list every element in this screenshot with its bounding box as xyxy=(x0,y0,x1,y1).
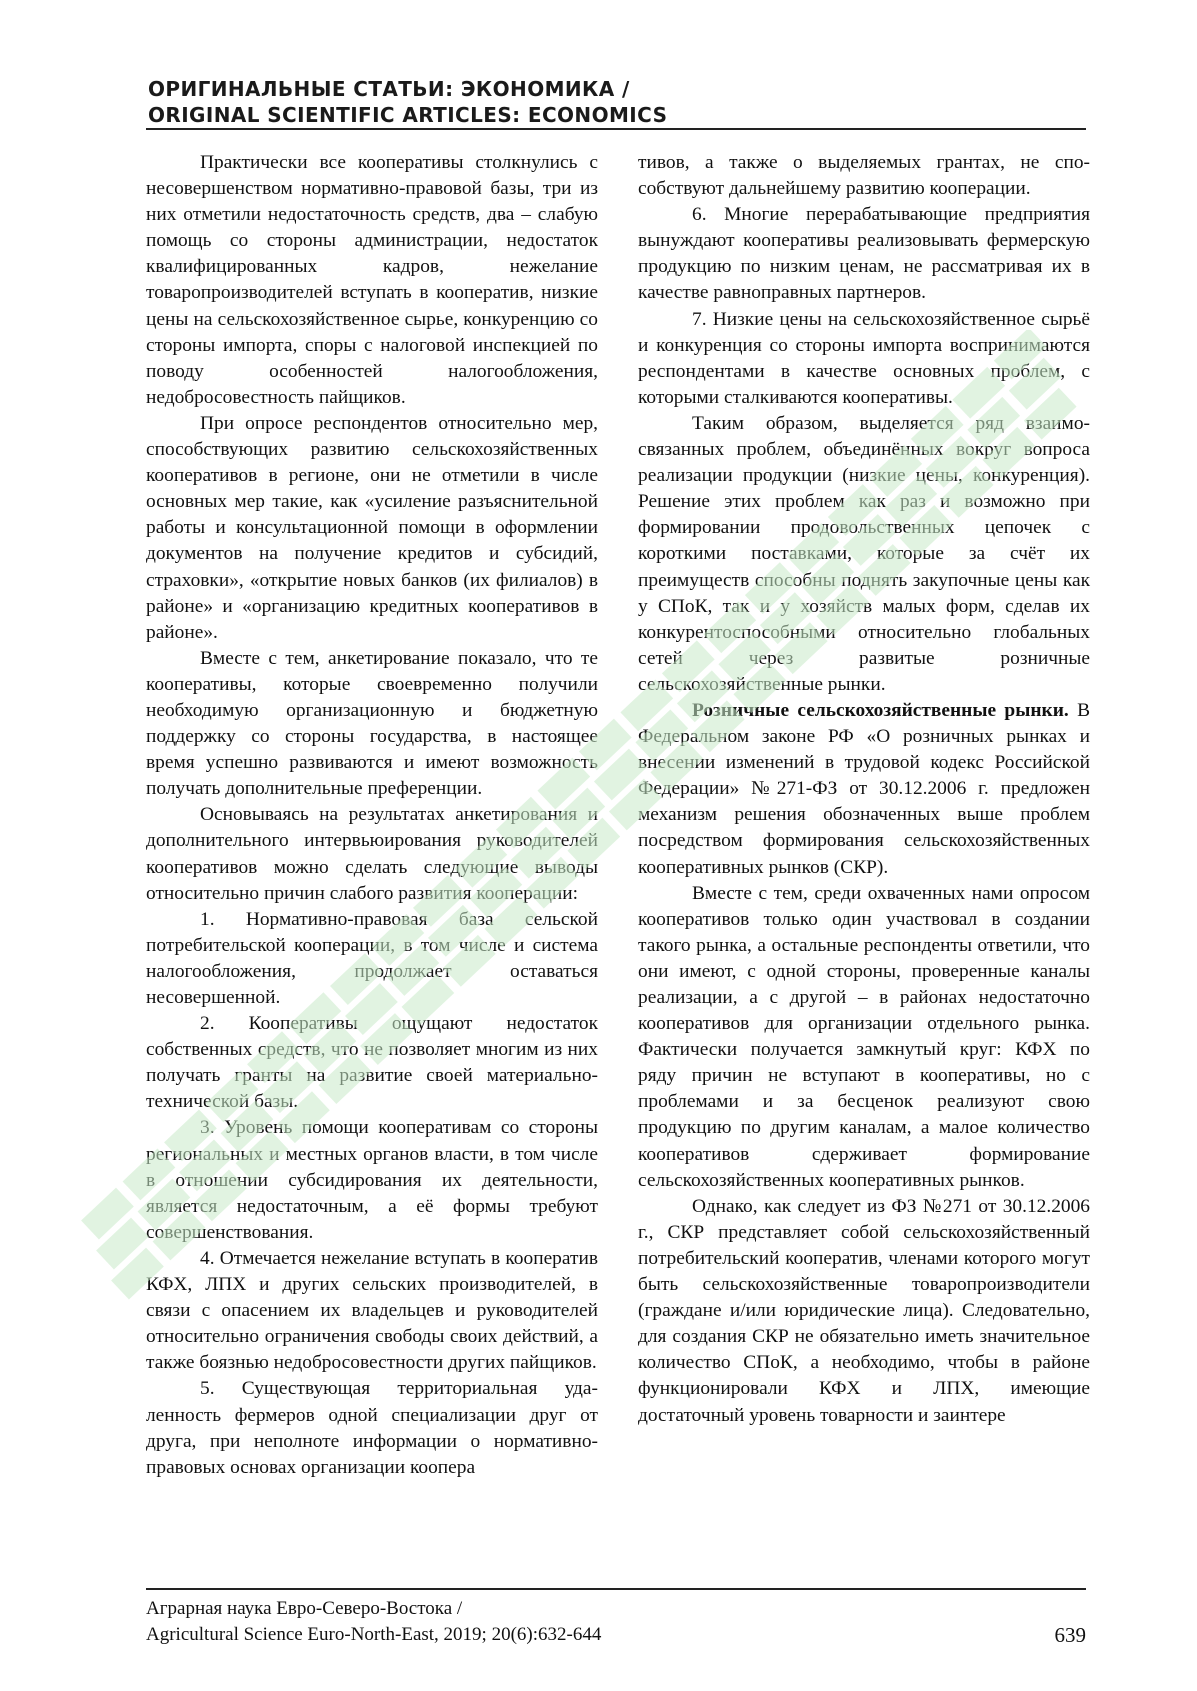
paragraph: Вместе с тем, анкетирование показало, что те кооперативы, которые своевременно получили необходимую организационную и бюджетную поддержку со стороны государства, в настоящее время успешно развиваются и имеют возможность получать дополнительные преференции. xyxy=(146,647,598,800)
journal-citation: Agricultural Science Euro-North-East, 2019; 20(6):632-644 xyxy=(146,1624,602,1645)
left-column xyxy=(146,150,598,1481)
section-title-ru: ОРИГИНАЛЬНЫЕ СТАТЬИ: ЭКОНОМИКА / xyxy=(148,77,630,101)
paragraph: Таким образом, выделяется ряд взаимосвязанных проблем, объединённых вокруг вопроса реализации продукции (низкие цены, конкуренция). Решение этих проблем как раз и возможно при формировании продовольственных цепочек с короткими поставками, которые за счёт их преимуществ способны поднять закупочные цены как у СПоК, так и у хозяйств малых форм, сделав их конкурентоспособными относительно глобальных сетей через развитые розничные сельскохозяйственные рынки. xyxy=(638,412,1090,695)
list-item-7: 7. Низкие цены на сельскохозяйственное сырьё и конкуренция со стороны импорта воспринимаются респондентами в качестве основных проблем, с которыми сталкиваются кооперативы. xyxy=(638,308,1090,408)
journal-section-title xyxy=(148,76,708,128)
paragraph: Основываясь на результатах анкетирования и дополнительного интервьюирования руководителей кооперативов можно сделать следующие выводы относительно причин слабого развития кооперации: xyxy=(146,804,598,904)
paragraph-text: В Федеральном законе РФ «О розничных рынках и внесении изменений в трудовой кодекс Российской Федерации» №271-ФЗ от 30.12.2006 г. предложен механизм решения обозначенных выше проблем посредством формирования сельскохозяйственных кооперативных рынков (СКР). xyxy=(638,699,1090,878)
section-heading: Розничные сельскохозяйственные рынки. xyxy=(692,699,1069,721)
paragraph: Вместе с тем, среди охваченных нами опросом кооперативов только один участвовал в создании такого рынка, а остальные респонденты ответили, что они имеют, с одной стороны, проверенные каналы реализации, а с другой – в районах недостаточно кооперативов для организации отдельного рынка. Фактически получается замкнутый круг: КФХ по ряду причин не вступают в кооперативы, но с проблемами и за бесценок реализуют свою продукцию по другим каналам, а малое количество кооперативов сдерживает формирование сельскохозяйственных кооперативных рынков. xyxy=(638,882,1090,1191)
list-item-6: 6. Многие перерабатывающие предприятия вынуждают кооперативы реализовывать фермерскую продукцию по низким ценам, не рассматривая их в качестве равноправных партнеров. xyxy=(638,204,1090,304)
list-item-1: 1. Нормативно-правовая база сельской потребительской кооперации, в том числе и система налогообложения, продолжает оставаться несовершенной. xyxy=(146,908,598,1008)
footer-rule xyxy=(146,1588,1086,1590)
page-footer xyxy=(146,1596,1086,1648)
paragraph-continuation: тивов, а также о выделяемых грантах, не способствуют дальнейшему развитию кооперации. xyxy=(638,152,1090,200)
list-item-5: 5. Существующая территориальная удаленность фермеров одной специализации друг от друга, при неполноте информации о нормативно-правовых основах организации коопера xyxy=(146,1378,598,1478)
paragraph: Однако, как следует из ФЗ №271 от 30.12.2006 г., СКР представляет собой сельскохозяйственный потребительский кооператив, членами которого могут быть сельскохозяйственные товаропроизводители (граждане и/или юридические лица). Следовательно, для создания СКР не обязательно иметь значительное количество СПоК, а необходимо, чтобы в районе функционировали КФХ и ЛПХ, имеющие достаточный уровень товарности и заинтере xyxy=(638,1195,1090,1426)
section-title-en: ORIGINAL SCIENTIFIC ARTICLES: ECONOMICS xyxy=(148,103,668,127)
paragraph: Практически все кооперативы столкнулись с несовершенством нормативно-правовой базы, три из них отметили недостаточность средств, два – слабую помощь со стороны администрации, недостаток квалифицированных кадров, нежелание товаропроизводителей вступать в кооператив, низкие цены на сельскохозяйственное сырье, конкуренцию со стороны импорта, споры с налоговой инспекцией по поводу особенностей налогообложения, недобросовестность пайщиков. xyxy=(146,152,598,408)
paragraph-retail-markets xyxy=(638,698,1090,881)
header-rule xyxy=(146,128,1086,130)
page-number: 639 xyxy=(1054,1623,1086,1647)
list-item-4: 4. Отмечается нежелание вступать в кооператив КФХ, ЛПХ и других сельских производителей, в связи с опасением их владельцев и руководителей относительно ограничения свободы своих действий, а также боязнью недобросовестности других пайщиков. xyxy=(146,1247,598,1374)
right-column xyxy=(638,150,1090,1429)
list-item-3: 3. Уровень помощи кооперативам со стороны региональных и местных органов власти, в том числе в отношении субсидирования их деятельности, является недостаточным, а её формы требуют совершенствования. xyxy=(146,1117,598,1243)
paragraph: При опросе респондентов относительно мер, способствующих развитию сельскохозяйственных кооперативов в регионе, они не отметили в числе основных мер такие, как «усиление разъяснительной работы и консультационной помощи в оформлении документов на получение кредитов и субсидий, страховки», «открытие новых банков (их филиалов) в районе» и «организацию кредитных кооперативов в районе». xyxy=(146,412,598,643)
journal-name-ru: Аграрная наука Евро-Северо-Востока / xyxy=(146,1598,463,1619)
list-item-2: 2. Кооперативы ощущают недостаток собственных средств, что не позволяет многим из них получать гранты на развитие своей материально-технической базы. xyxy=(146,1013,598,1113)
